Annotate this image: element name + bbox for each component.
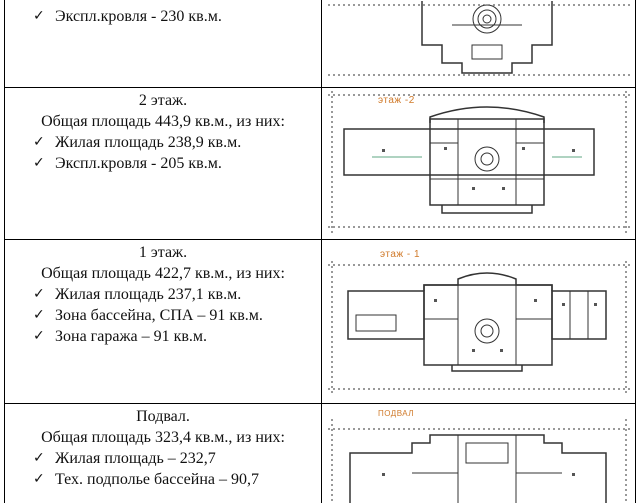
floor-info-cell — [4, 0, 322, 87]
floor-title: 2 этаж. — [138, 92, 188, 109]
plan-label: этаж -2 — [378, 95, 415, 106]
floor-plan-image — [322, 0, 636, 87]
check-icon: ✓ — [33, 307, 45, 323]
floor-info-cell — [4, 239, 322, 403]
check-icon: ✓ — [33, 8, 45, 24]
floor-info-cell — [4, 87, 322, 239]
floor-plan-image — [322, 87, 636, 239]
floor-area: Общая площадь 443,9 кв.м., из них: — [41, 113, 285, 130]
list-item: ✓ Жилая площадь 237,1 кв.м. — [33, 286, 242, 303]
floor-row-basement — [4, 403, 636, 503]
list-item: ✓ Зона гаража – 91 кв.м. — [33, 328, 208, 345]
floor-title: 1 этаж. — [138, 244, 188, 261]
floor-plan-image — [322, 403, 636, 503]
floor-plan-image — [322, 239, 636, 403]
floor-title: Подвал. — [136, 408, 190, 425]
floor-info-cell — [4, 403, 322, 503]
plan-label: ПОДВАЛ — [378, 409, 415, 418]
list-item: ✓ Экспл.кровля - 230 кв.м. — [33, 8, 222, 25]
check-icon: ✓ — [33, 328, 45, 344]
floor-row-1 — [4, 239, 636, 404]
floor-table — [4, 0, 636, 495]
list-item: ✓ Жилая площадь 238,9 кв.м. — [33, 134, 242, 151]
list-item: ✓ Зона бассейна, СПА – 91 кв.м. — [33, 307, 263, 324]
check-icon: ✓ — [33, 471, 45, 487]
list-item: ✓ Жилая площадь – 232,7 — [33, 450, 216, 467]
plan-label: этаж - 1 — [380, 249, 421, 260]
check-icon: ✓ — [33, 155, 45, 171]
floor-row-2 — [4, 87, 636, 240]
check-icon: ✓ — [33, 286, 45, 302]
check-icon: ✓ — [33, 450, 45, 466]
floor-area: Общая площадь 323,4 кв.м., из них: — [41, 429, 285, 446]
list-item: ✓ Экспл.кровля - 205 кв.м. — [33, 155, 222, 172]
floor-row-roof — [4, 0, 636, 88]
check-icon: ✓ — [33, 134, 45, 150]
list-item: ✓ Тех. подполье бассейна – 90,7 — [33, 471, 259, 488]
floor-area: Общая площадь 422,7 кв.м., из них: — [41, 265, 285, 282]
